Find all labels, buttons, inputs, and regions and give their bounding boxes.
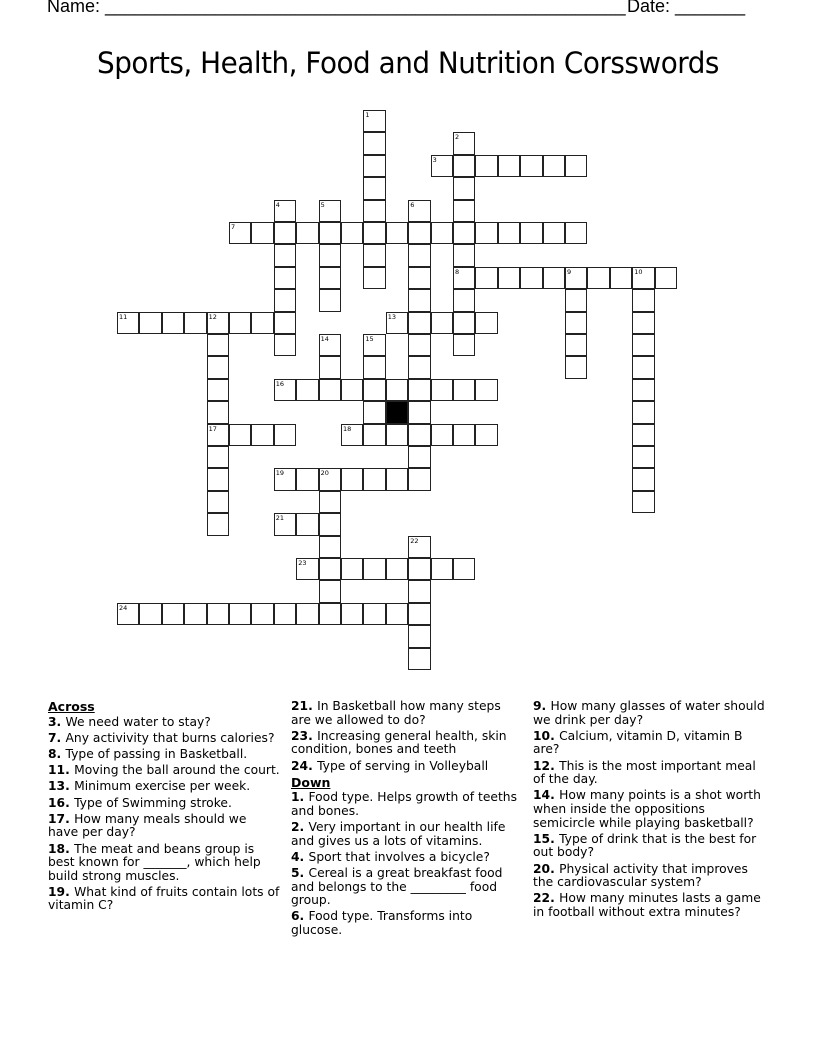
crossword-cell[interactable] bbox=[363, 244, 385, 266]
crossword-cell[interactable] bbox=[655, 267, 677, 289]
crossword-cell[interactable] bbox=[229, 312, 251, 334]
clue-item: 11. Moving the ball around the court. bbox=[48, 763, 280, 778]
clues-column-3 bbox=[533, 700, 765, 922]
crossword-cell[interactable] bbox=[296, 468, 318, 490]
crossword-cell[interactable] bbox=[543, 267, 565, 289]
down-clue-list-cont bbox=[533, 700, 765, 919]
crossword-cell[interactable] bbox=[184, 312, 206, 334]
crossword-cell[interactable] bbox=[207, 468, 229, 490]
crossword-cell[interactable] bbox=[341, 379, 363, 401]
crossword-cell[interactable] bbox=[274, 200, 296, 222]
crossword-cell[interactable] bbox=[319, 536, 341, 558]
crossword-cell[interactable] bbox=[408, 625, 430, 647]
clue-item: 23. Increasing general health, skin condition, bones and teeth bbox=[291, 728, 507, 757]
crossword-cell[interactable] bbox=[408, 222, 430, 244]
date-field-label: Date: _______ bbox=[627, 0, 746, 16]
clue-number: 16 bbox=[275, 379, 285, 388]
crossword-cell[interactable] bbox=[408, 424, 430, 446]
clue-item: 7. Any activivity that burns calories? bbox=[48, 730, 275, 745]
crossword-cell[interactable] bbox=[632, 379, 654, 401]
crossword-cell[interactable] bbox=[207, 312, 229, 334]
crossword-cell[interactable] bbox=[386, 424, 408, 446]
crossword-cell[interactable] bbox=[363, 424, 385, 446]
clues-column-2 bbox=[291, 700, 523, 940]
crossword-cell[interactable] bbox=[408, 289, 430, 311]
crossword-cell[interactable] bbox=[363, 603, 385, 625]
clue-number: 6 bbox=[410, 200, 415, 209]
crossword-cell[interactable] bbox=[319, 603, 341, 625]
crossword-cell[interactable] bbox=[207, 491, 229, 513]
clue-number: 23 bbox=[298, 559, 307, 567]
crossword-cell[interactable] bbox=[408, 603, 430, 625]
clue-number: 17 bbox=[208, 424, 217, 433]
crossword-cell[interactable] bbox=[341, 558, 363, 580]
crossword-cell[interactable] bbox=[274, 222, 296, 244]
crossword-cell[interactable] bbox=[274, 267, 296, 289]
crossword-cell[interactable] bbox=[319, 244, 341, 266]
crossword-cell[interactable] bbox=[632, 356, 654, 378]
crossword-cell[interactable] bbox=[475, 267, 497, 289]
clue-item: 15. Type of drink that is the best for out body? bbox=[533, 831, 757, 860]
crossword-cell[interactable] bbox=[363, 155, 385, 177]
clue-item: 22. How many minutes lasts a game in football without extra minutes? bbox=[533, 891, 761, 919]
crossword-cell[interactable] bbox=[520, 222, 542, 244]
clue-number: 12 bbox=[208, 312, 217, 321]
crossword-cell[interactable] bbox=[386, 312, 408, 334]
clue-item: 17. How many meals should we have per day? bbox=[48, 811, 247, 840]
crossword-cell[interactable] bbox=[632, 491, 654, 513]
crossword-cell[interactable] bbox=[363, 401, 385, 423]
crossword-cell[interactable] bbox=[453, 244, 475, 266]
crossword-cell[interactable] bbox=[632, 312, 654, 334]
crossword-cell[interactable] bbox=[251, 222, 273, 244]
crossword-cell[interactable] bbox=[207, 334, 229, 356]
clue-number: 10 bbox=[634, 267, 643, 276]
crossword-cell[interactable] bbox=[363, 334, 385, 356]
crossword-cell[interactable] bbox=[453, 222, 475, 244]
crossword-cell[interactable] bbox=[453, 334, 475, 356]
clue-item: 1. Food type. Helps growth of teeths and bones. bbox=[291, 790, 517, 818]
clue-number: 18 bbox=[343, 424, 352, 433]
crossword-cell[interactable] bbox=[319, 468, 341, 490]
crossword-cell[interactable] bbox=[632, 334, 654, 356]
crossword-cell[interactable] bbox=[453, 267, 475, 289]
crossword-cell[interactable] bbox=[341, 222, 363, 244]
crossword-cell[interactable] bbox=[498, 222, 520, 244]
crossword-cell[interactable] bbox=[386, 379, 408, 401]
crossword-cell[interactable] bbox=[319, 289, 341, 311]
crossword-cell[interactable] bbox=[319, 491, 341, 513]
crossword-cell[interactable] bbox=[408, 536, 430, 558]
crossword-cell[interactable] bbox=[296, 513, 318, 535]
crossword-cell[interactable] bbox=[632, 446, 654, 468]
crossword-cell[interactable] bbox=[139, 312, 161, 334]
crossword-cell[interactable] bbox=[251, 424, 273, 446]
clue-item: 4. Sport that involves a bicycle? bbox=[291, 849, 490, 864]
across-heading: Across bbox=[48, 699, 95, 714]
clue-item: 20. Physical activity that improves the cardiovascular system? bbox=[533, 861, 748, 890]
crossword-cell[interactable] bbox=[363, 177, 385, 199]
clue-item: 12. This is the most important meal of the day. bbox=[533, 758, 756, 787]
page-title: Sports, Health, Food and Nutrition Corsswords bbox=[97, 46, 719, 80]
crossword-cell[interactable] bbox=[363, 200, 385, 222]
crossword-cell[interactable] bbox=[319, 222, 341, 244]
crossword-cell[interactable] bbox=[207, 424, 229, 446]
crossword-cell[interactable] bbox=[632, 289, 654, 311]
crossword-cell[interactable] bbox=[543, 155, 565, 177]
crossword-cell[interactable] bbox=[274, 468, 296, 490]
crossword-cell[interactable] bbox=[319, 558, 341, 580]
crossword-cell[interactable] bbox=[475, 424, 497, 446]
clue-number: 22 bbox=[410, 536, 419, 545]
clue-number: 14 bbox=[320, 335, 329, 343]
crossword-cell[interactable] bbox=[408, 401, 430, 423]
crossword-cell[interactable] bbox=[520, 267, 542, 289]
crossword-cell[interactable] bbox=[229, 222, 251, 244]
crossword-cell[interactable] bbox=[341, 468, 363, 490]
crossword-cell[interactable] bbox=[565, 267, 587, 289]
clue-number: 11 bbox=[119, 312, 128, 321]
crossword-cell[interactable] bbox=[408, 379, 430, 401]
crossword-cell[interactable] bbox=[408, 468, 430, 490]
crossword-cell[interactable] bbox=[296, 603, 318, 625]
clue-item: 8. Type of passing in Basketball. bbox=[48, 746, 248, 761]
crossword-cell[interactable] bbox=[632, 267, 654, 289]
crossword-cell[interactable] bbox=[363, 222, 385, 244]
crossword-cell[interactable] bbox=[274, 379, 296, 401]
clue-item: 5. Cereal is a great breakfast food and belongs to the _________ food group. bbox=[291, 866, 503, 908]
crossword-cell[interactable] bbox=[453, 200, 475, 222]
crossword-cell[interactable] bbox=[296, 379, 318, 401]
crossword-cell[interactable] bbox=[431, 155, 453, 177]
clue-item: 21. In Basketball how many steps are we allowed to do? bbox=[291, 699, 501, 727]
clue-number: 5 bbox=[320, 200, 325, 209]
crossword-cell[interactable] bbox=[565, 334, 587, 356]
crossword-cell[interactable] bbox=[207, 401, 229, 423]
clue-item: 2. Very important in our health life and gives us a lots of vitamins. bbox=[291, 820, 506, 848]
crossword-cell[interactable] bbox=[274, 289, 296, 311]
crossword-cell[interactable] bbox=[251, 603, 273, 625]
crossword-cell[interactable] bbox=[408, 312, 430, 334]
crossword-cell[interactable] bbox=[408, 558, 430, 580]
crossword-cell[interactable] bbox=[207, 603, 229, 625]
clue-number: 1 bbox=[365, 111, 370, 119]
across-clue-list-cont bbox=[291, 700, 523, 773]
crossword-cell[interactable] bbox=[363, 468, 385, 490]
crossword-cell[interactable] bbox=[386, 222, 408, 244]
clue-number: 24 bbox=[119, 603, 128, 612]
crossword-cell[interactable] bbox=[296, 558, 318, 580]
clue-item: 9. How many glasses of water should we drink per day? bbox=[533, 699, 765, 727]
across-clue-list bbox=[48, 716, 280, 913]
clue-number: 8 bbox=[455, 267, 460, 276]
crossword-cell[interactable] bbox=[207, 379, 229, 401]
crossword-cell[interactable] bbox=[565, 356, 587, 378]
crossword-cell[interactable] bbox=[408, 334, 430, 356]
clue-number: 19 bbox=[275, 469, 285, 478]
crossword-cell[interactable] bbox=[386, 468, 408, 490]
crossword-cell[interactable] bbox=[565, 155, 587, 177]
clue-number: 20 bbox=[320, 469, 329, 478]
crossword-cell[interactable] bbox=[408, 648, 430, 670]
clue-item: 3. We need water to stay? bbox=[48, 714, 211, 729]
crossword-cell[interactable] bbox=[296, 222, 318, 244]
crossword-cell[interactable] bbox=[431, 312, 453, 334]
crossword-cell[interactable] bbox=[431, 558, 453, 580]
crossword-cell[interactable] bbox=[274, 424, 296, 446]
crossword-cell[interactable] bbox=[386, 558, 408, 580]
crossword-cell[interactable] bbox=[565, 289, 587, 311]
crossword-cell[interactable] bbox=[475, 379, 497, 401]
crossword-cell[interactable] bbox=[319, 379, 341, 401]
crossword-cell[interactable] bbox=[475, 155, 497, 177]
crossword-cell[interactable] bbox=[610, 267, 632, 289]
crossword-cell[interactable] bbox=[363, 110, 385, 132]
clue-number: 7 bbox=[231, 223, 236, 231]
crossword-cell[interactable] bbox=[341, 424, 363, 446]
clue-item: 19. What kind of fruits contain lots of vitamin C? bbox=[48, 884, 280, 913]
crossword-cell[interactable] bbox=[408, 244, 430, 266]
clue-number: 13 bbox=[387, 312, 397, 321]
crossword-cell[interactable] bbox=[408, 267, 430, 289]
clue-item: 18. The meat and beans group is best known for _______, which help build strong muscles. bbox=[48, 841, 261, 883]
crossword-cell[interactable] bbox=[274, 513, 296, 535]
crossword-cell[interactable] bbox=[408, 200, 430, 222]
clues-column-1 bbox=[48, 700, 280, 916]
down-clue-list bbox=[291, 791, 523, 937]
crossword-cell[interactable] bbox=[184, 603, 206, 625]
crossword-cell[interactable] bbox=[453, 424, 475, 446]
crossword-cell[interactable] bbox=[408, 446, 430, 468]
crossword-cell[interactable] bbox=[319, 513, 341, 535]
crossword-cell[interactable] bbox=[162, 312, 184, 334]
clue-item: 14. How many points is a shot worth when inside the oppositions semicircle while playing basketball? bbox=[533, 788, 761, 830]
crossword-cell[interactable] bbox=[117, 312, 139, 334]
crossword-cell[interactable] bbox=[229, 424, 251, 446]
clue-item: 6. Food type. Transforms into glucose. bbox=[291, 909, 473, 938]
crossword-cell[interactable] bbox=[139, 603, 161, 625]
name-field-label: Name: ____________________________________________________ bbox=[47, 0, 626, 16]
down-heading: Down bbox=[291, 774, 331, 790]
clue-number: 2 bbox=[455, 133, 460, 142]
clue-item: 16. Type of Swimming stroke. bbox=[48, 795, 232, 810]
crossword-cell[interactable] bbox=[565, 222, 587, 244]
crossword-cell[interactable] bbox=[498, 155, 520, 177]
crossword-cell[interactable] bbox=[565, 312, 587, 334]
crossword-cell[interactable] bbox=[453, 379, 475, 401]
crossword-cell[interactable] bbox=[408, 356, 430, 378]
crossword-cell[interactable] bbox=[319, 356, 341, 378]
crossword-cell[interactable] bbox=[229, 603, 251, 625]
crossword-cell[interactable] bbox=[117, 603, 139, 625]
crossword-cell[interactable] bbox=[587, 267, 609, 289]
crossword-cell[interactable] bbox=[408, 580, 430, 602]
clue-number: 3 bbox=[432, 155, 437, 164]
clue-number: 9 bbox=[567, 267, 572, 276]
crossword-cell[interactable] bbox=[274, 312, 296, 334]
crossword-cell[interactable] bbox=[386, 603, 408, 625]
clue-number: 21 bbox=[275, 514, 285, 523]
crossword-cell[interactable] bbox=[363, 379, 385, 401]
crossword-cell[interactable] bbox=[363, 267, 385, 289]
crossword-cell[interactable] bbox=[543, 222, 565, 244]
crossword-cell[interactable] bbox=[274, 334, 296, 356]
crossword-cell[interactable] bbox=[453, 155, 475, 177]
clue-item: 24. Type of serving in Volleyball bbox=[291, 758, 489, 773]
crossword-cell[interactable] bbox=[274, 603, 296, 625]
crossword-cell[interactable] bbox=[319, 200, 341, 222]
clue-number: 15 bbox=[365, 335, 374, 343]
crossword-cell[interactable] bbox=[475, 312, 497, 334]
crossword-cell[interactable] bbox=[363, 558, 385, 580]
crossword-cell[interactable] bbox=[453, 312, 475, 334]
crossword-cell[interactable] bbox=[632, 468, 654, 490]
crossword-cell[interactable] bbox=[431, 379, 453, 401]
crossword-cell[interactable] bbox=[274, 244, 296, 266]
black-cell bbox=[386, 401, 408, 423]
crossword-cell[interactable] bbox=[363, 132, 385, 154]
crossword-cell[interactable] bbox=[319, 334, 341, 356]
crossword-cell[interactable] bbox=[453, 289, 475, 311]
crossword-cell[interactable] bbox=[632, 401, 654, 423]
crossword-cell[interactable] bbox=[162, 603, 184, 625]
crossword-cell[interactable] bbox=[319, 580, 341, 602]
crossword-cell[interactable] bbox=[207, 513, 229, 535]
crossword-cell[interactable] bbox=[207, 446, 229, 468]
crossword-cell[interactable] bbox=[453, 132, 475, 154]
crossword-cell[interactable] bbox=[453, 558, 475, 580]
crossword-cell[interactable] bbox=[319, 267, 341, 289]
crossword-cell[interactable] bbox=[431, 424, 453, 446]
crossword-cell[interactable] bbox=[632, 424, 654, 446]
crossword-cell[interactable] bbox=[431, 222, 453, 244]
crossword-cell[interactable] bbox=[520, 155, 542, 177]
crossword-cell[interactable] bbox=[498, 267, 520, 289]
clue-item: 10. Calcium, vitamin D, vitamin B are? bbox=[533, 728, 743, 757]
clue-number: 4 bbox=[275, 200, 280, 209]
clue-item: 13. Minimum exercise per week. bbox=[48, 779, 251, 794]
crossword-cell[interactable] bbox=[207, 356, 229, 378]
crossword-cell[interactable] bbox=[453, 177, 475, 199]
crossword-cell[interactable] bbox=[363, 356, 385, 378]
crossword-cell[interactable] bbox=[475, 222, 497, 244]
crossword-cell[interactable] bbox=[251, 312, 273, 334]
crossword-cell[interactable] bbox=[341, 603, 363, 625]
